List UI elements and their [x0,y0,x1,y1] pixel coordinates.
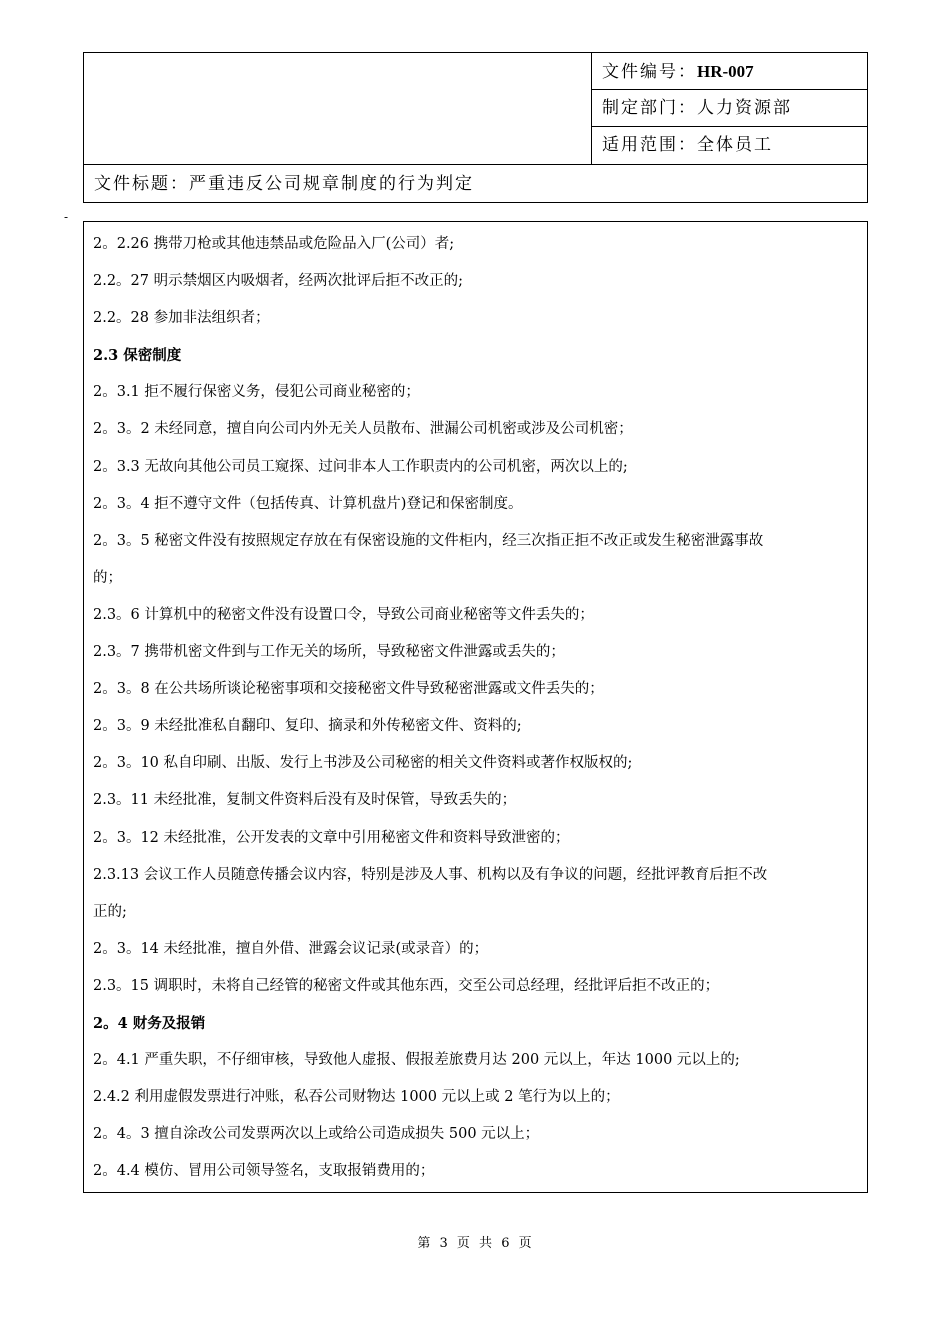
document-body [83,221,868,1193]
clause-line: 2.3。6 计算机中的秘密文件没有设置口令，导致公司商业秘密等文件丢失的； [93,606,594,623]
title-value: 严重违反公司规章制度的行为判定 [189,174,474,194]
doc-number-label: 文件编号： [602,62,697,82]
clause-line: 2.3。11 未经批准，复制文件资料后没有及时保管，导致丢失的； [93,792,517,809]
side-mark: - [64,210,69,224]
title-label: 文件标题： [94,174,189,194]
clause-line: 2.4.2 利用虚假发票进行冲账，私吞公司财物达 1000 元以上或 2 笔行为以上的； [93,1089,620,1106]
doc-number-value: HR-007 [697,62,754,81]
document-title-row [84,164,867,202]
clause-line: 2。3。9 未经批准私自翻印、复印、摘录和外传秘密文件、资料的; [93,718,522,735]
clause-line: 2。3。10 私自印刷、出版、发行上书涉及公司秘密的相关文件资料或著作权版权的; [93,755,633,772]
document-header-table [83,52,868,203]
clause-line: 2。3。5 秘密文件没有按照规定存放在有保密设施的文件柜内，经三次指正拒不改正或发生秘密泄露事故 [93,532,764,549]
clause-line: 2。3。14 未经批准，擅自外借、泄露会议记录(或录音）的； [93,940,489,957]
clause-line: 2。3。12 未经批准，公开发表的文章中引用秘密文件和资料导致泄密的； [93,829,570,846]
doc-number-row [592,53,867,90]
scope-row [592,127,867,164]
clause-line: 2。3。4 拒不遵守文件（包括传真、计算机盘片)登记和保密制度。 [93,495,523,512]
section-heading: 2。4 财务及报销 [93,1014,206,1032]
scope-value: 全体员工 [697,135,773,155]
clause-line: 2.2。28 参加非法组织者； [93,310,270,327]
clause-line: 2。3。2 未经同意，擅自向公司内外无关人员散布、泄漏公司机密或涉及公司机密； [93,421,633,438]
clause-line: 2。3.3 无故向其他公司员工窥探、过问非本人工作职责内的公司机密，两次以上的; [93,458,628,475]
clause-line: 2.3。7 携带机密文件到与工作无关的场所，导致秘密文件泄露或丢失的； [93,644,565,661]
clause-line: 2。3。8 在公共场所谈论秘密事项和交接秘密文件导致秘密泄露或文件丢失的； [93,681,604,698]
clause-line: 2。4。3 擅自涂改公司发票两次以上或给公司造成损失 500 元以上； [93,1126,540,1143]
clause-line: 2.3。15 调职时，未将自己经管的秘密文件或其他东西，交至公司总经理，经批评后拒不改正的； [93,977,720,994]
clause-line: 2。4.1 严重失职，不仔细审核，导致他人虚报、假报差旅费月达 200 元以上，年达 1000 元以上的; [93,1052,740,1069]
scope-label: 适用范围： [602,135,697,155]
department-row [592,90,867,127]
clause-line: 2。3.1 拒不履行保密义务，侵犯公司商业秘密的； [93,384,420,401]
clause-line-continued: 正的; [93,903,127,920]
department-value: 人力资源部 [697,98,792,118]
clause-line: 2。4.4 模仿、冒用公司领导签名，支取报销费用的； [93,1163,435,1180]
department-label: 制定部门： [602,98,697,118]
clause-line: 2.2。27 明示禁烟区内吸烟者，经两次批评后拒不改正的; [93,273,464,290]
section-heading: 2.3 保密制度 [93,347,182,365]
clause-line: 2.3.13 会议工作人员随意传播会议内容，特别是涉及人事、机构以及有争议的问题，经批评教育后拒不改 [93,866,768,883]
page-footer: 第 3 页 共 6 页 [417,1236,533,1251]
clause-line: 2。2.26 携带刀枪或其他违禁品或危险品入厂(公司）者; [93,236,455,252]
clause-line-continued: 的； [93,569,122,586]
logo-area [84,53,592,164]
